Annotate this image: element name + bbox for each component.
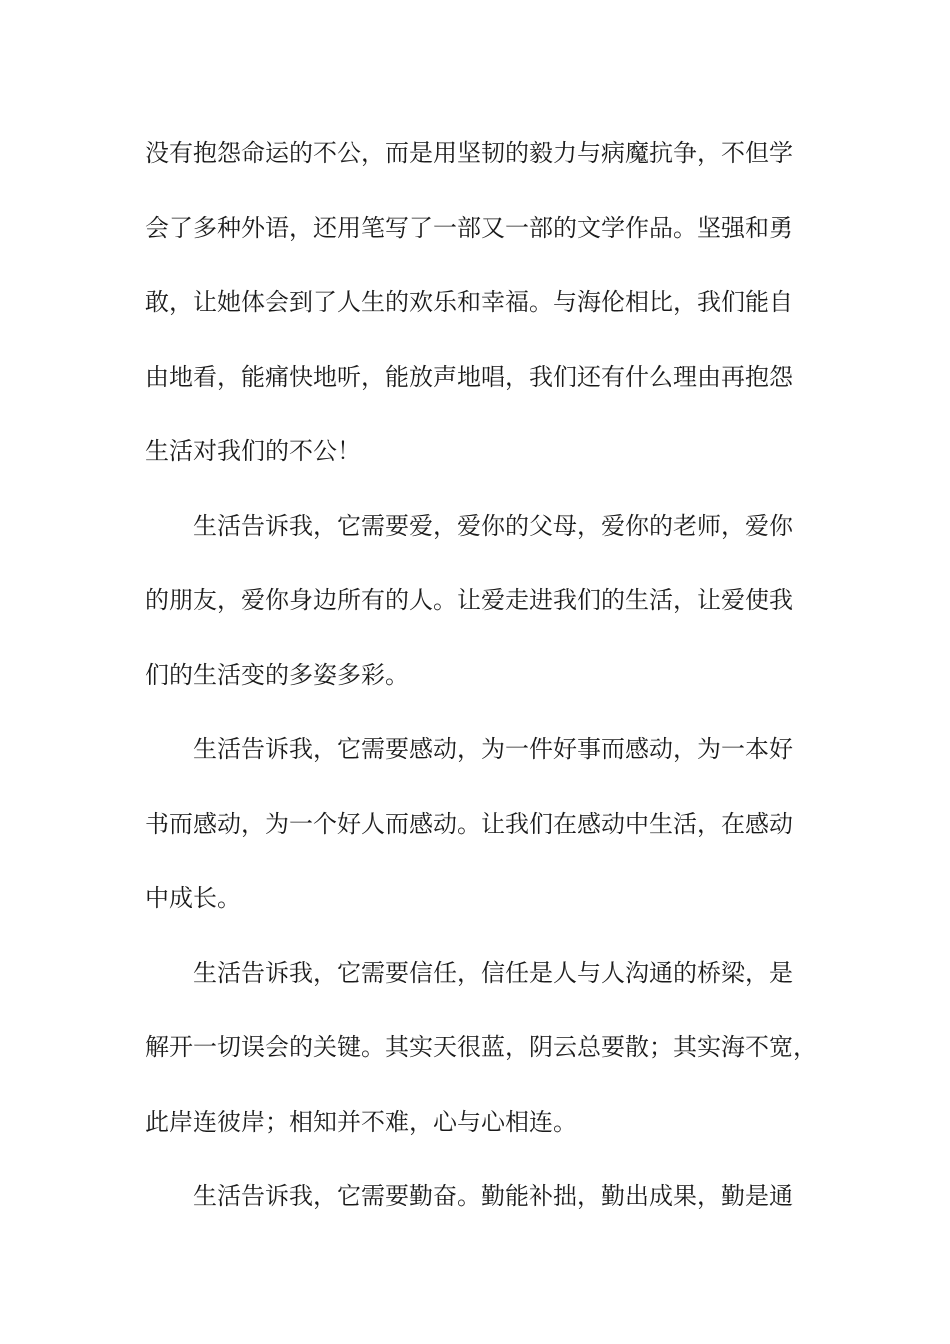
- text-line: 没有抱怨命运的不公，而是用坚韧的毅力与病魔抗争，不但学: [145, 139, 793, 167]
- text-line: 此岸连彼岸；相知并不难，心与心相连。: [145, 1108, 577, 1136]
- text-line: 会了多种外语，还用笔写了一部又一部的文学作品。坚强和勇: [145, 214, 793, 242]
- text-line: 的朋友，爱你身边所有的人。让爱走进我们的生活，让爱使我: [145, 586, 793, 614]
- paragraph-first-line: 生活告诉我，它需要信任，信任是人与人沟通的桥梁，是: [193, 959, 793, 987]
- paragraph-first-line: 生活告诉我，它需要感动，为一件好事而感动，为一本好: [193, 735, 793, 763]
- text-line: 中成长。: [145, 884, 241, 912]
- text-line: 解开一切误会的关键。其实天很蓝，阴云总要散；其实海不宽，: [145, 1033, 817, 1061]
- paragraph-first-line: 生活告诉我，它需要勤奋。勤能补拙，勤出成果，勤是通: [193, 1182, 793, 1210]
- paragraph-first-line: 生活告诉我，它需要爱，爱你的父母，爱你的老师，爱你: [193, 512, 793, 540]
- text-line: 生活对我们的不公！: [145, 437, 361, 465]
- text-line: 敢，让她体会到了人生的欢乐和幸福。与海伦相比，我们能自: [145, 288, 793, 316]
- text-line: 们的生活变的多姿多彩。: [145, 661, 409, 689]
- text-line: 由地看，能痛快地听，能放声地唱，我们还有什么理由再抱怨: [145, 363, 793, 391]
- text-line: 书而感动，为一个好人而感动。让我们在感动中生活，在感动: [145, 810, 793, 838]
